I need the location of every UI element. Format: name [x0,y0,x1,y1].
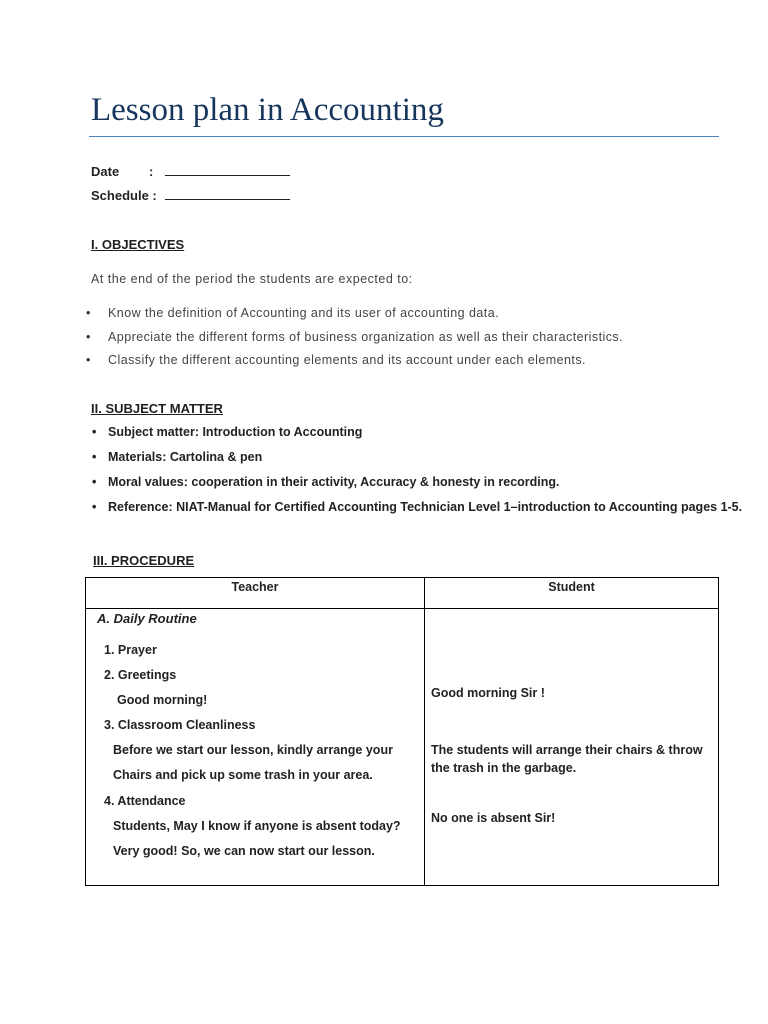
objectives-intro: At the end of the period the students are expected to: [91,272,413,286]
procedure-header-row [86,578,719,609]
procedure-row [86,609,719,886]
daily-routine-heading: A. Daily Routine [97,611,197,626]
schedule-label: Schedule : [91,188,157,203]
teacher-line: 4. Attendance [104,794,186,808]
teacher-column-header: Teacher [86,578,425,609]
schedule-blank-line [165,189,290,200]
student-cell [425,609,719,886]
date-colon: : [149,164,154,179]
date-label: Date [91,164,120,179]
teacher-line: Very good! So, we can now start our lesson. [113,844,375,858]
date-field [91,164,290,179]
subject-matter-item: • Materials: Cartolina & pen [92,450,742,475]
teacher-cell [86,609,425,886]
student-line: No one is absent Sir! [431,811,556,825]
subject-matter-item: • Subject matter: Introduction to Accounting [92,425,742,450]
objective-item: • Know the definition of Accounting and its user of accounting data. [86,306,623,330]
date-blank-line [165,165,290,176]
student-line: The students will arrange their chairs & throw the trash in the garbage. [431,743,703,775]
teacher-line: 1. Prayer [104,643,157,657]
objectives-heading: I. OBJECTIVES [91,237,185,252]
procedure-heading: III. PROCEDURE [93,553,195,568]
objective-item: • Appreciate the different forms of business organization as well as their characteristics. [86,330,623,354]
teacher-line: Before we start our lesson, kindly arrange your [113,743,393,757]
teacher-line: Good morning! [117,693,208,707]
procedure-table [85,577,719,886]
subject-matter-heading: II. SUBJECT MATTER [91,401,223,416]
subject-matter-list [92,425,742,525]
subject-matter-item: • Reference: NIAT-Manual for Certified Accounting Technician Level 1–introduction to Accounting pages 1-5. [92,500,742,525]
subject-matter-item: • Moral values: cooperation in their activity, Accuracy & honesty in recording. [92,475,742,500]
student-line: Good morning Sir ! [431,686,545,700]
teacher-line: 2. Greetings [104,668,177,682]
student-column-header: Student [425,578,719,609]
teacher-line: Chairs and pick up some trash in your area. [113,768,373,782]
schedule-field [91,188,290,203]
page-title: Lesson plan in Accounting [91,92,444,128]
objective-item: • Classify the different accounting elements and its account under each elements. [86,353,623,377]
teacher-line: 3. Classroom Cleanliness [104,718,256,732]
objectives-list [86,306,623,377]
teacher-line: Students, May I know if anyone is absent today? [113,819,401,833]
title-divider [89,136,719,137]
